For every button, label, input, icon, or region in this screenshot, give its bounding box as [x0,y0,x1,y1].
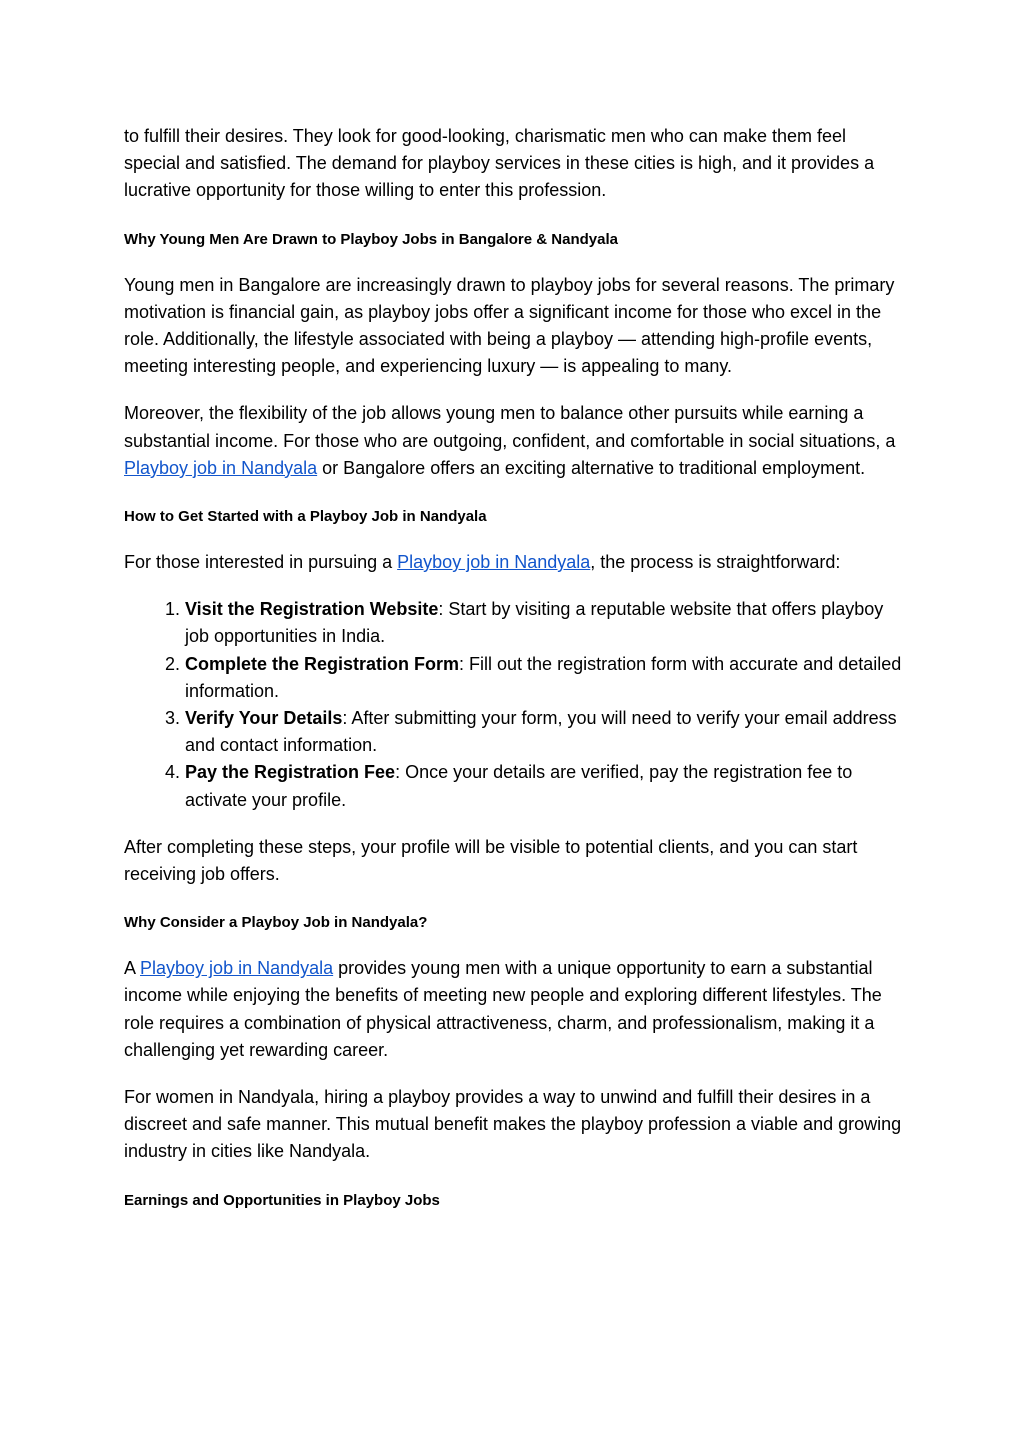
step-text: : Start by visiting a reputable website that offers playboy job opportunities in India. [185,599,884,647]
playboy-job-link[interactable]: Playboy job in Nandyala [397,552,591,573]
playboy-job-link[interactable]: Playboy job in Nandyala [124,457,318,478]
paragraph-text: For those interested in pursuing a [124,552,398,573]
paragraph-unique-opportunity [124,955,904,1064]
list-item [185,759,904,813]
section-heading-why-consider: Why Consider a Playboy Job in Nandyala? [124,914,428,932]
step-title: Visit the Registration Website [185,599,439,620]
playboy-job-link[interactable]: Playboy job in Nandyala [140,958,334,979]
section-heading-get-started: How to Get Started with a Playboy Job in Nandyala [124,508,487,526]
paragraph-process-intro [124,549,904,576]
paragraph-women-nandyala: For women in Nandyala, hiring a playboy provides a way to unwind and fulfill their desires in a discreet and safe manner. This mutual benefit makes the playboy profession a viable and growing industry in cities like Nandyala. [124,1087,902,1162]
step-text: : Once your details are verified, pay the registration fee to activate your profile. [185,762,853,810]
paragraph-text: , the process is straightforward: [590,552,841,573]
step-title: Pay the Registration Fee [185,762,396,783]
paragraph-text: or Bangalore offers an exciting alternative to traditional employment. [317,457,866,478]
paragraph-text: A [124,958,141,979]
paragraph-flexibility [124,400,904,482]
paragraph-text: provides young men with a unique opportunity to earn a substantial income while enjoying the benefits of meeting new people and exploring different lifestyles. The role requires a combination of physical attractiveness, charm, and professionalism, making it a challenging yet rewarding career. [124,958,882,1060]
paragraph-after-steps: After completing these steps, your profile will be visible to potential clients, and you can start receiving job offers. [124,836,858,885]
paragraph-young-men-drawn: Young men in Bangalore are increasingly drawn to playboy jobs for several reasons. The primary motivation is financial gain, as playboy jobs offer a significant income for those who excel in the role. Additionally, the lifestyle associated with being a playboy — attending high-profile events, meeting interesting people, and experiencing luxury — is appealing to many. [124,274,895,377]
section-heading-why-young-men: Why Young Men Are Drawn to Playboy Jobs in Bangalore & Nandyala [124,230,618,248]
intro-paragraph: to fulfill their desires. They look for good-looking, charismatic men who can make them feel special and satisfied. The demand for playboy services in these cities is high, and it provides a lucrative opportunity for those willing to enter this profession. [124,126,875,201]
list-item [185,705,904,759]
step-text: : Fill out the registration form with accurate and detailed information. [185,653,902,701]
registration-steps-list [124,596,904,814]
list-item [185,651,904,705]
step-title: Verify Your Details [185,708,343,729]
list-item [185,596,904,650]
section-heading-earnings: Earnings and Opportunities in Playboy Jobs [124,1191,440,1209]
document-page [124,123,904,1212]
step-text: : After submitting your form, you will need to verify your email address and contact information. [185,708,897,756]
step-title: Complete the Registration Form [185,653,460,674]
paragraph-text: Moreover, the flexibility of the job allows young men to balance other pursuits while earning a substantial income. For those who are outgoing, confident, and comfortable in social situations, a [124,403,896,451]
